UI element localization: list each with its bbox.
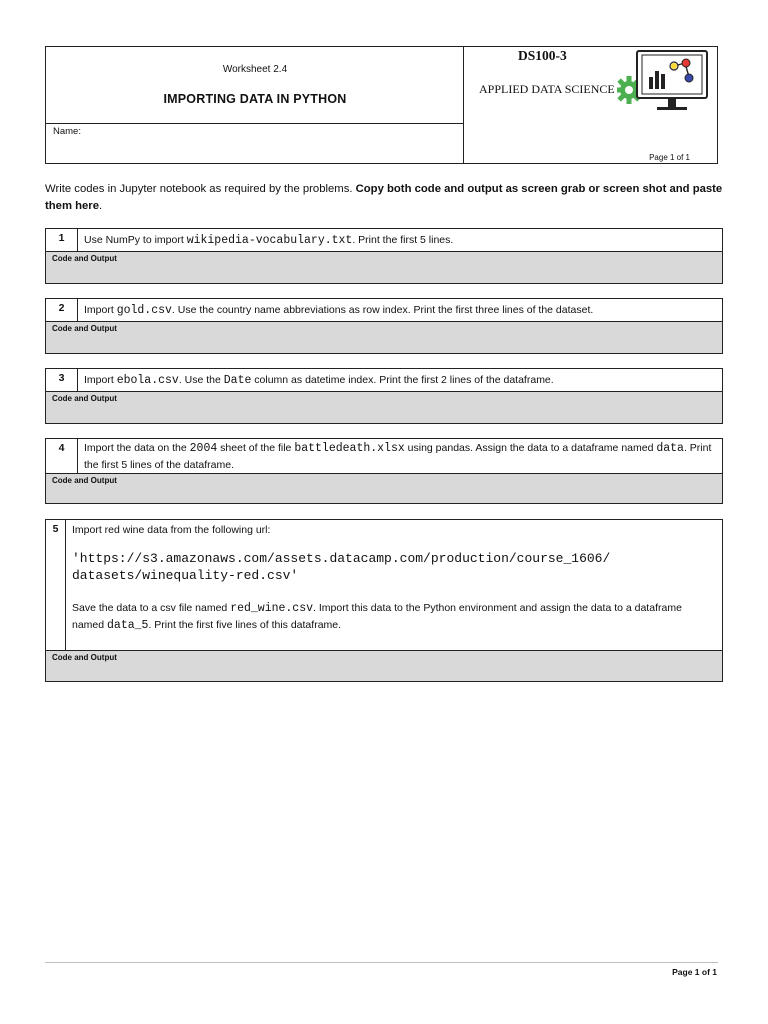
problem-statement: Import the data on the 2004 sheet of the file battledeath.xlsx using pandas. Assign the data to a dataframe named data. Print the first 5 lines of the dataframe. (84, 442, 712, 471)
problem-number: 4 (46, 439, 78, 473)
course-name: APPLIED DATA SCIENCE (479, 82, 615, 96)
code-output-box[interactable] (46, 474, 722, 503)
sheet-name-code: 2004 (189, 442, 218, 455)
problem-1 (45, 228, 723, 284)
problem-statement: Import gold.csv. Use the country name abbreviations as row index. Print the first three lines of the dataset. (84, 304, 594, 317)
worksheet-number: Worksheet 2.4 (222, 64, 288, 75)
problem-statement (66, 520, 722, 650)
problem-2 (45, 298, 723, 354)
code-output-box[interactable] (46, 651, 722, 681)
header-divider-horizontal (46, 123, 464, 124)
problem-number: 1 (46, 229, 78, 251)
problem-number: 2 (46, 299, 78, 321)
variable-name-code: data (656, 442, 684, 455)
header-page-number: Page 1 of 1 (649, 153, 690, 162)
code-output-label: Code and Output (52, 324, 117, 333)
problem-5 (45, 519, 723, 682)
name-field-label: Name: (53, 126, 81, 137)
filename-code: gold.csv (116, 304, 172, 317)
filename-code: red_wine.csv (230, 602, 314, 615)
instructions-text: Write codes in Jupyter notebook as required by the problems. (45, 183, 356, 195)
footer-page-number: Page 1 of 1 (672, 967, 717, 977)
dataset-url: 'https://s3.amazonaws.com/assets.datacamp.com/production/course_1606/ datasets/winequality-red.csv' (72, 551, 611, 583)
instructions (45, 181, 725, 214)
problem-statement: Use NumPy to import wikipedia-vocabulary.txt. Print the first 5 lines. (84, 234, 454, 247)
problem-number: 5 (46, 520, 66, 650)
code-output-box[interactable] (46, 392, 722, 423)
problem-statement: Import ebola.csv. Use the Date column as datetime index. Print the first 2 lines of the dataframe. (84, 374, 554, 387)
code-output-label: Code and Output (52, 394, 117, 403)
code-output-label: Code and Output (52, 653, 117, 662)
worksheet-title: IMPORTING DATA IN PYTHON (163, 92, 347, 106)
filename-code: battledeath.xlsx (294, 442, 405, 455)
problem-number: 3 (46, 369, 78, 391)
course-code: DS100-3 (518, 48, 567, 63)
instructions-end: . (99, 199, 103, 212)
worksheet-header (45, 46, 718, 164)
filename-code: ebola.csv (116, 374, 179, 387)
code-output-box[interactable] (46, 252, 722, 283)
problem-4 (45, 438, 723, 504)
footer-divider (45, 962, 718, 963)
variable-name-code: data_5 (107, 619, 149, 632)
problem-intro: Import red wine data from the following url: (72, 524, 271, 536)
code-output-label: Code and Output (52, 254, 117, 263)
column-name-code: Date (223, 374, 252, 387)
code-output-box[interactable] (46, 322, 722, 353)
data-science-monitor-gear-icon (617, 47, 717, 119)
problem-3 (45, 368, 723, 424)
instructions-bold-text: Copy both code and output as screen grab or screen shot and paste them here (45, 183, 723, 212)
filename-code: wikipedia-vocabulary.txt (186, 234, 353, 247)
code-output-label: Code and Output (52, 476, 117, 485)
problem-instructions: Save the data to a csv file named red_wine.csv. Import this data to the Python environment and assign the data to a dataframe named data_5. Print the first five lines of this dataframe. (72, 602, 682, 632)
